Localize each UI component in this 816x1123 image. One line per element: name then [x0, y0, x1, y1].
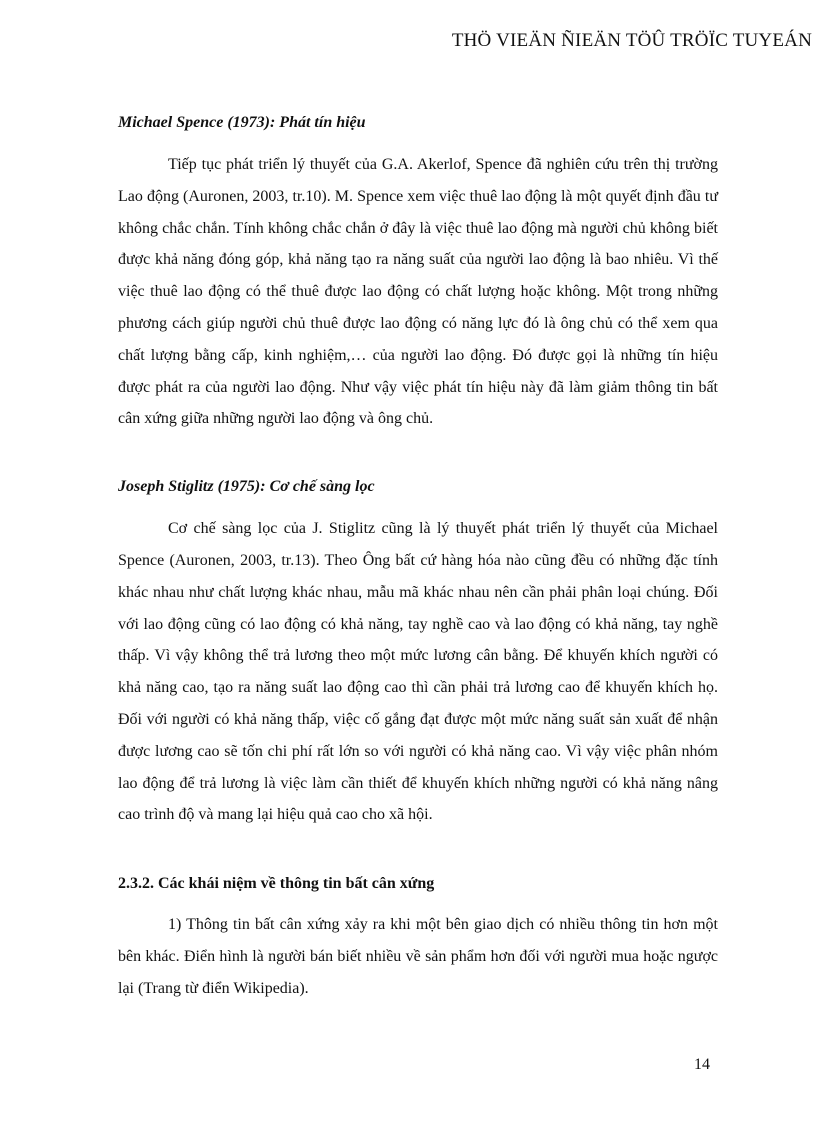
- section-paragraph-concepts: 1) Thông tin bất cân xứng xảy ra khi một bên giao dịch có nhiều thông tin hơn một bên khác. Điển hình là người bán biết nhiều về sản phẩm hơn đối với người mua hoặc ngược lại (Trang từ điển Wikipedia).: [118, 916, 718, 997]
- section-heading-concepts: 2.3.2. Các khái niệm về thông tin bất cân xứng: [118, 875, 435, 893]
- section-heading-spence: Michael Spence (1973): Phát tín hiệu: [118, 114, 366, 131]
- page-header: THÖ VIEÄN ÑIEÄN TÖÛ TRÖÏC TUYEÁN: [451, 30, 812, 51]
- page-number: 14: [694, 1056, 710, 1073]
- section-heading-stiglitz: Joseph Stiglitz (1975): Cơ chế sàng lọc: [118, 478, 375, 496]
- section-paragraph-spence: Tiếp tục phát triển lý thuyết của G.A. Akerlof, Spence đã nghiên cứu trên thị trường Lao động (Auronen, 2003, tr.10). M. Spence xem việc thuê lao động là một quyết định đầu tư không chắc chắn. Tính không chắc chắn ở đây là việc thuê lao động mà người chủ không biết được khả năng đóng góp, khả năng tạo ra năng suất của người lao động là bao nhiêu. Vì thế việc thuê lao động có thể thuê được lao động có chất lượng hoặc không. Một trong những phương cách giúp người chủ thuê được lao động có năng lực đó là ông chủ có thể xem qua chất lượng bằng cấp, kinh nghiệm,… của người lao động. Đó được gọi là những tín hiệu được phát ra của người lao động. Như vậy việc phát tín hiệu này đã làm giảm thông tin bất cân xứng giữa những người lao động và ông chủ.: [118, 156, 718, 428]
- section-paragraph-stiglitz: Cơ chế sàng lọc của J. Stiglitz cũng là lý thuyết phát triển lý thuyết của Michael Spence (Auronen, 2003, tr.13). Theo Ông bất cứ hàng hóa nào cũng đều có những đặc tính khác nhau như chất lượng khác nhau, mẫu mã khác nhau nên cần phải phân loại chúng. Đối với lao động cũng có lao động có khả năng, tay nghề cao và lao động có khả năng, tay nghề thấp. Vì vậy không thể trả lương theo một mức lương cân bằng. Để khuyến khích người có khả năng cao, tạo ra năng suất lao động cao thì cần phải trả lương cao để khuyến khích họ. Đối với người có khả năng thấp, việc cố gắng đạt được một mức năng suất sản xuất để nhận được lương cao sẽ tốn chi phí rất lớn so với người có khả năng cao. Vì vậy việc phân nhóm lao động để trả lương là việc làm cần thiết để khuyến khích những người có khả năng nâng cao trình độ và mang lại hiệu quả cao cho xã hội.: [118, 520, 718, 824]
- page-content: [118, 114, 718, 1005]
